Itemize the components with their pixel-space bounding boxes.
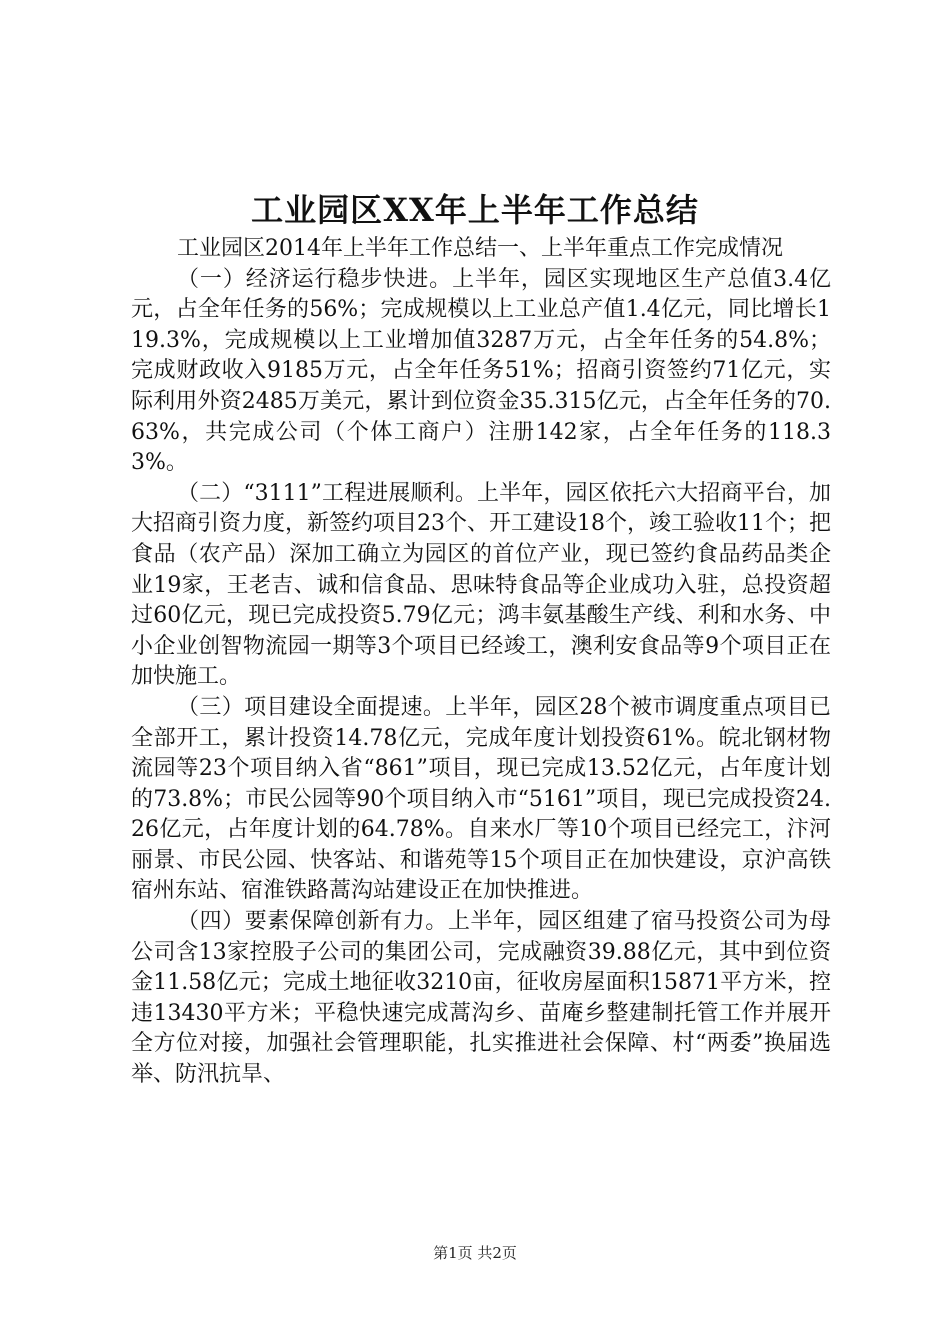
document-title: 工业园区XX年上半年工作总结	[251, 191, 699, 229]
paragraph-intro: 工业园区2014年上半年工作总结一、上半年重点工作完成情况	[177, 236, 783, 261]
page-number-footer: 第1页 共2页	[433, 1244, 517, 1262]
document-body	[131, 234, 831, 1091]
paragraph-project-construction: （三）项目建设全面提速。上半年，园区28个被市调度重点项目已全部开工，累计投资14.78亿元，完成年度计划投资61%。皖北钢材物流园等23个项目纳入省“861”项目，现已完成13.52亿元，占年度计划的73.8%；市民公园等90个项目纳入市“5161”项目，现已完成投资24.26亿元，占年度计划的64.78%。自来水厂等10个项目已经完工，汴河丽景、市民公园、快客站、和谐苑等15个项目正在加快建设，京沪高铁宿州东站、宿淮铁路蒿沟站建设正在加快推进。	[131, 694, 831, 904]
paragraph-factor-support: （四）要素保障创新有力。上半年，园区组建了宿马投资公司为母公司含13家控股子公司的集团公司，完成融资39.88亿元，其中到位资金11.58亿元；完成土地征收3210亩，征收房屋面积15871平方米，控违13430平方米；平稳快速完成蒿沟乡、苗庵乡整建制托管工作并展开全方位对接，加强社会管理职能，扎实推进社会保障、村“两委”换届选举、防汛抗旱、	[131, 909, 831, 1088]
paragraph-3111-project: （二）“3111”工程进展顺利。上半年，园区依托六大招商平台，加大招商引资力度，新签约项目23个、开工建设18个，竣工验收11个；把食品（农产品）深加工确立为园区的首位产业，现已签约食品药品类企业19家，王老吉、诚和信食品、思味特食品等企业成功入驻，总投资超过60亿元，现已完成投资5.79亿元；鸿丰氨基酸生产线、利和水务、中小企业创智物流园一期等3个项目已经竣工，澳利安食品等9个项目正在加快施工。	[131, 480, 831, 690]
paragraph-economy: （一）经济运行稳步快进。上半年，园区实现地区生产总值3.4亿元，占全年任务的56%；完成规模以上工业总产值1.4亿元，同比增长119.3%，完成规模以上工业增加值3287万元，占全年任务的54.8%；完成财政收入9185万元，占全年任务51%；招商引资签约71亿元，实际利用外资2485万美元，累计到位资金35.315亿元，占全年任务的70.63%，共完成公司（个体工商户）注册142家，占全年任务的118.33%。	[131, 266, 831, 476]
